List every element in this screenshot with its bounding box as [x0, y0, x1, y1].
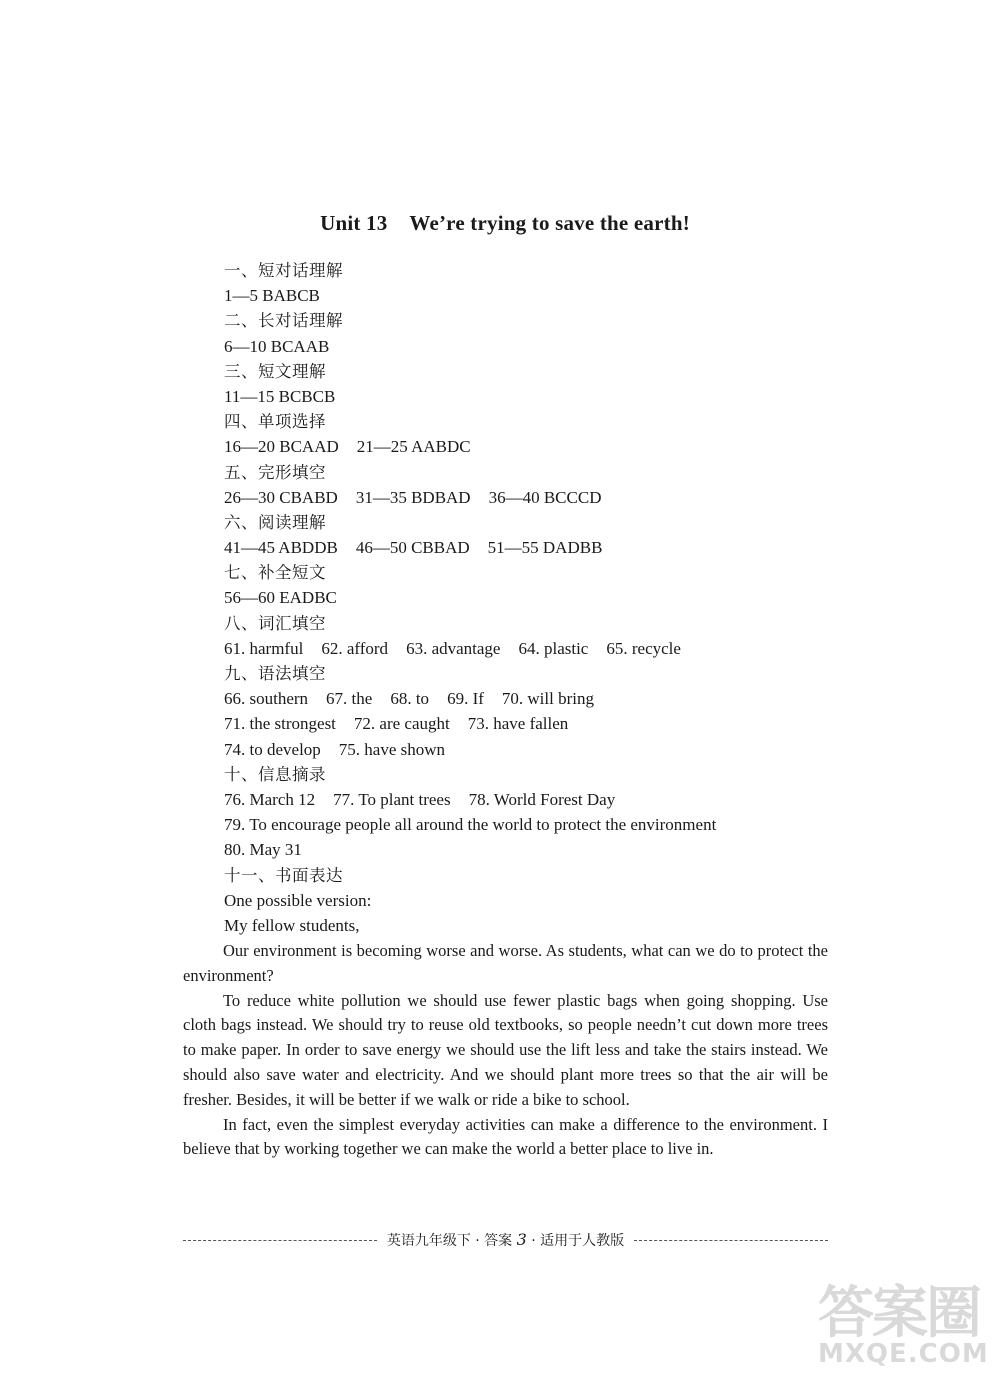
answer-item: 1—5 BABCB	[224, 286, 320, 306]
answer-item: One possible version:	[224, 890, 372, 910]
answer-line	[224, 812, 864, 837]
answer-line	[224, 837, 864, 862]
watermark-url: MXQE.COM	[818, 1339, 989, 1369]
answer-item: 75. have shown	[338, 739, 446, 759]
unit-name: We’re trying to save the earth!	[409, 211, 690, 235]
page-number: 3	[516, 1230, 527, 1249]
answer-item: 69. If	[447, 689, 484, 709]
section-heading: 七、补全短文	[224, 563, 326, 583]
answer-line	[224, 888, 864, 913]
footer-left: 英语九年级下 · 答案	[386, 1233, 513, 1249]
footer-text	[377, 1230, 634, 1250]
answer-line	[224, 485, 864, 510]
answer-line	[224, 913, 864, 938]
section-heading: 四、单项选择	[224, 412, 326, 432]
answer-item: 77. To plant trees	[333, 789, 451, 809]
answer-item: 74. to develop	[224, 739, 321, 759]
answer-line	[224, 711, 864, 736]
answer-item: 46—50 CBBAD	[355, 538, 470, 558]
answer-item: 70. will bring	[501, 689, 594, 709]
answer-item: 66. southern	[224, 689, 309, 709]
answer-item: 41—45 ABDDB	[224, 538, 338, 558]
answer-item: 6—10 BCAAB	[224, 336, 330, 356]
answer-item: 26—30 CBABD	[224, 487, 338, 507]
answer-item: 78. World Forest Day	[468, 789, 616, 809]
unit-title	[0, 211, 1000, 236]
page-footer	[183, 1230, 828, 1250]
section-heading: 十、信息摘录	[224, 764, 326, 784]
answer-item: My fellow students,	[224, 915, 360, 935]
answer-line	[224, 585, 864, 610]
section-heading: 八、词汇填空	[224, 613, 326, 633]
answer-line	[224, 434, 864, 459]
answer-line	[224, 737, 864, 762]
section-heading: 十一、书面表达	[224, 865, 343, 885]
answer-line	[224, 636, 864, 661]
answer-line	[224, 787, 864, 812]
answer-line	[224, 283, 864, 308]
answer-list	[224, 258, 864, 938]
answer-item: 61. harmful	[224, 638, 304, 658]
watermark-text: 答案圈	[818, 1281, 980, 1346]
answer-item: 36—40 BCCCD	[488, 487, 602, 507]
answer-line	[224, 384, 864, 409]
answer-item: 68. to	[390, 689, 430, 709]
answer-item: 65. recycle	[606, 638, 681, 658]
footer-right: · 适用于人教版	[531, 1233, 625, 1249]
essay-paragraph: In fact, even the simplest everyday activities can make a difference to the environment. I believe that by working together we can make the world a better place to live in.	[183, 1114, 828, 1159]
answer-item: 79. To encourage people all around the world to protect the environment	[224, 815, 717, 835]
answer-item: 72. are caught	[353, 714, 450, 734]
site-watermark-logo	[818, 1265, 994, 1375]
answer-item: 16—20 BCAAD	[224, 437, 339, 457]
footer-divider-right	[634, 1240, 828, 1241]
unit-number: Unit 13	[320, 211, 388, 235]
answer-item: 63. advantage	[406, 638, 501, 658]
answer-item: 73. have fallen	[467, 714, 569, 734]
answer-item: 71. the strongest	[224, 714, 336, 734]
answer-item: 64. plastic	[518, 638, 589, 658]
answer-item: 67. the	[326, 689, 373, 709]
section-heading: 九、语法填空	[224, 664, 326, 683]
answer-line	[224, 686, 864, 711]
answer-item: 31—35 BDBAD	[355, 487, 471, 507]
answer-item: 21—25 AABDC	[356, 437, 471, 457]
answer-item: 11—15 BCBCB	[224, 386, 336, 406]
footer-divider-left	[183, 1240, 377, 1241]
section-heading: 三、短文理解	[224, 361, 326, 381]
section-heading: 六、阅读理解	[224, 512, 326, 532]
essay-paragraph: To reduce white pollution we should use fewer plastic bags when going shopping. Use cloth bags instead. We should try to reuse old textbooks, so people needn’t cut down more trees to make paper. In order to save energy we should use the lift less and take the stairs instead. We should also save water and electricity. And we should plant more trees so that the air will be fresher. Besides, it will be better if we walk or ride a bike to school.	[183, 990, 828, 1109]
answer-item: 80. May 31	[224, 840, 302, 860]
answer-line	[224, 535, 864, 560]
section-heading: 一、短对话理解	[224, 261, 343, 280]
essay-paragraph: Our environment is becoming worse and worse. As students, what can we do to protect the environment?	[183, 941, 828, 985]
answer-line	[224, 334, 864, 359]
section-heading: 五、完形填空	[224, 462, 326, 482]
essay-body	[183, 939, 828, 1162]
section-heading: 二、长对话理解	[224, 311, 343, 331]
answer-item: 62. afford	[321, 638, 389, 658]
answer-item: 51—55 DADBB	[487, 538, 603, 558]
answer-item: 56—60 EADBC	[224, 588, 337, 608]
answer-item: 76. March 12	[224, 789, 316, 809]
